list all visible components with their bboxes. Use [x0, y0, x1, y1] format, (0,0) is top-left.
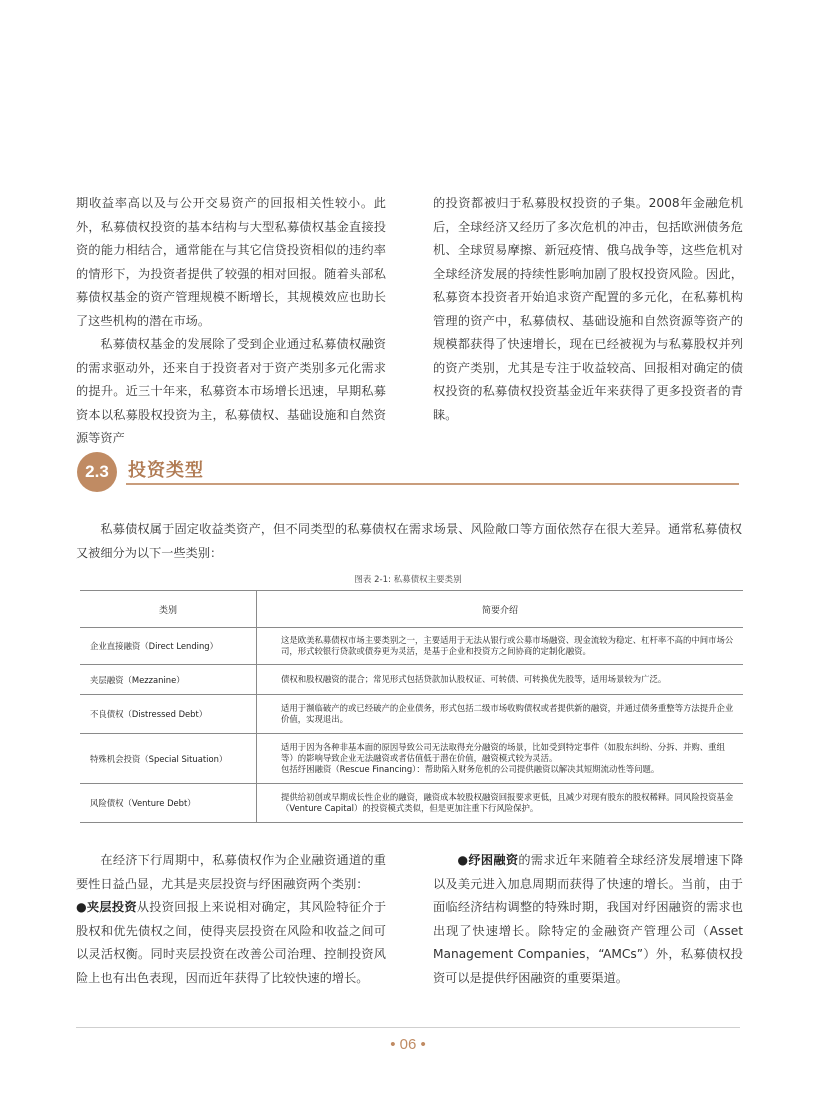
description-cell: [257, 734, 744, 784]
paragraph: [433, 849, 743, 991]
description-cell: 债权和股权融资的混合；常见形式包括贷款加认股权证、可转债、可转换优先股等，适用场景较为广泛。: [257, 665, 744, 695]
paragraph: 的投资都被归于私募股权投资的子集。2008年金融危机后，全球经济又经历了多次危机的冲击，包括欧洲债务危机、全球贸易摩擦、新冠疫情、俄乌战争等，这些危机对全球经济发展的持续性影响加剧了股权投资风险。因此，私募资本投资者开始追求资产配置的多元化，在私募机构管理的资产中，私募债权、基础设施和自然资源等资产的规模都获得了快速增长，现在已经被视为与私募股权并列的资产类别，尤其是专注于收益较高、回报相对确定的债权投资的私募债权投资基金近年来获得了更多投资者的青睐。: [433, 196, 743, 422]
header-description: 简要介绍: [257, 591, 744, 628]
description-cell: 这是欧美私募债权市场主要类别之一，主要适用于无法从银行或公募市场融资、现金流较为稳定、杠杆率不高的中间市场公司，形式较银行贷款或债券更为灵活，是基于企业和投资方之间协商的定制化融资。: [257, 628, 744, 665]
category-cell: 风险债权（Venture Debt）: [80, 784, 257, 823]
table-row: [80, 784, 743, 823]
intro-text: 私募债权属于固定收益类资产，但不同类型的私募债权在需求场景、风险敞口等方面依然存在很大差异。通常私募债权又被细分为以下一些类别：: [76, 522, 742, 560]
table-row: [80, 734, 743, 784]
paragraph-body: 的需求近年来随着全球经济发展增速下降以及美元进入加息周期而获得了快速的增长。当前，由于面临经济结构调整的特殊时期，我国对纾困融资的需求也出现了快速增长。除特定的金融资产管理公司（Asset Management Companies，“AMCs”）外，私募债权投资可以是提供纾困融资的重要渠道。: [433, 853, 744, 985]
paragraph: [76, 896, 386, 990]
description-line: 包括纾困融资（Rescue Financing）：帮助陷入财务危机的公司提供融资以解决其短期流动性等问题。: [281, 764, 660, 774]
section-number-badge: 2.3: [77, 452, 117, 492]
page-number: • 06 •: [390, 1036, 426, 1053]
table-caption: 图表 2-1: 私募债权主要类别: [354, 575, 462, 585]
table-header-row: [80, 591, 743, 628]
description-cell: 适用于濒临破产的或已经破产的企业债务，形式包括二级市场收购债权或者提供新的融资，并通过债务重整等方法提升企业价值，实现退出。: [257, 695, 744, 734]
text-column-bottom-left: [76, 849, 386, 991]
category-cell: 特殊机会投资（Special Situation）: [80, 734, 257, 784]
section-heading: [77, 452, 739, 492]
category-cell: 夹层融资（Mezzanine）: [80, 665, 257, 695]
paragraph: 在经济下行周期中，私募债权作为企业融资通道的重要性日益凸显，尤其是夹层投资与纾困融资两个类别：: [76, 853, 386, 891]
description-line: 适用于因为各种非基本面的原因导致公司无法取得充分融资的场景，比如受到特定事件（如股东纠纷、分拆、并购、重组等）的影响导致企业无法融资或者估值低于潜在价值，融资模式较为灵活。: [281, 742, 725, 763]
intro-paragraph: [76, 517, 742, 565]
term-mezzanine: 夹层投资: [86, 900, 137, 915]
text-column-bottom-right: [433, 849, 743, 991]
footer-divider: [76, 1027, 740, 1028]
term-rescue-financing: 纾困融资: [468, 853, 519, 867]
text-column-top-left: [76, 192, 386, 451]
bullet-icon: ●: [76, 900, 87, 915]
category-cell: 企业直接融资（Direct Lending）: [80, 628, 257, 665]
paragraph: 期收益率高以及与公开交易资产的回报相关性较小。此外，私募债权投资的基本结构与大型私募债权基金直接投资的能力相结合，通常能在与其它信贷投资相似的违约率的情形下，为投资者提供了较强的相对回报。随着头部私募债权基金的资产管理规模不断增长，其规模效应也助长了这些机构的潜在市场。: [76, 196, 386, 328]
section-divider: [126, 483, 739, 485]
debt-types-table: [80, 590, 743, 823]
description-cell: 提供给初创或早期成长性企业的融资，融资成本较股权融资回报要求更低，且减少对现有股东的股权稀释。同风险投资基金（Venture Capital）的投资模式类似，但是更加注重下行风险保护。: [257, 784, 744, 823]
table-row: [80, 628, 743, 665]
header-category: 类别: [80, 591, 257, 628]
paragraph: 私募债权基金的发展除了受到企业通过私募债权融资的需求驱动外，还来自于投资者对于资产类别多元化需求的提升。近三十年来，私募资本市场增长迅速，早期私募资本以私募股权投资为主，私募债权、基础设施和自然资源等资产: [76, 337, 386, 445]
paragraph-body: 从投资回报上来说相对确定，其风险特征介于股权和优先债权之间，使得夹层投资在风险和收益之间可以灵活权衡。同时夹层投资在改善公司治理、控制投资风险上也有出色表现，因而近年获得了比较快速的增长。: [76, 900, 387, 985]
table-row: [80, 695, 743, 734]
table-row: [80, 665, 743, 695]
section-title: 投资类型: [128, 460, 204, 481]
bullet-icon: ●: [457, 853, 469, 867]
text-column-top-right: [433, 192, 743, 427]
category-cell: 不良债权（Distressed Debt）: [80, 695, 257, 734]
